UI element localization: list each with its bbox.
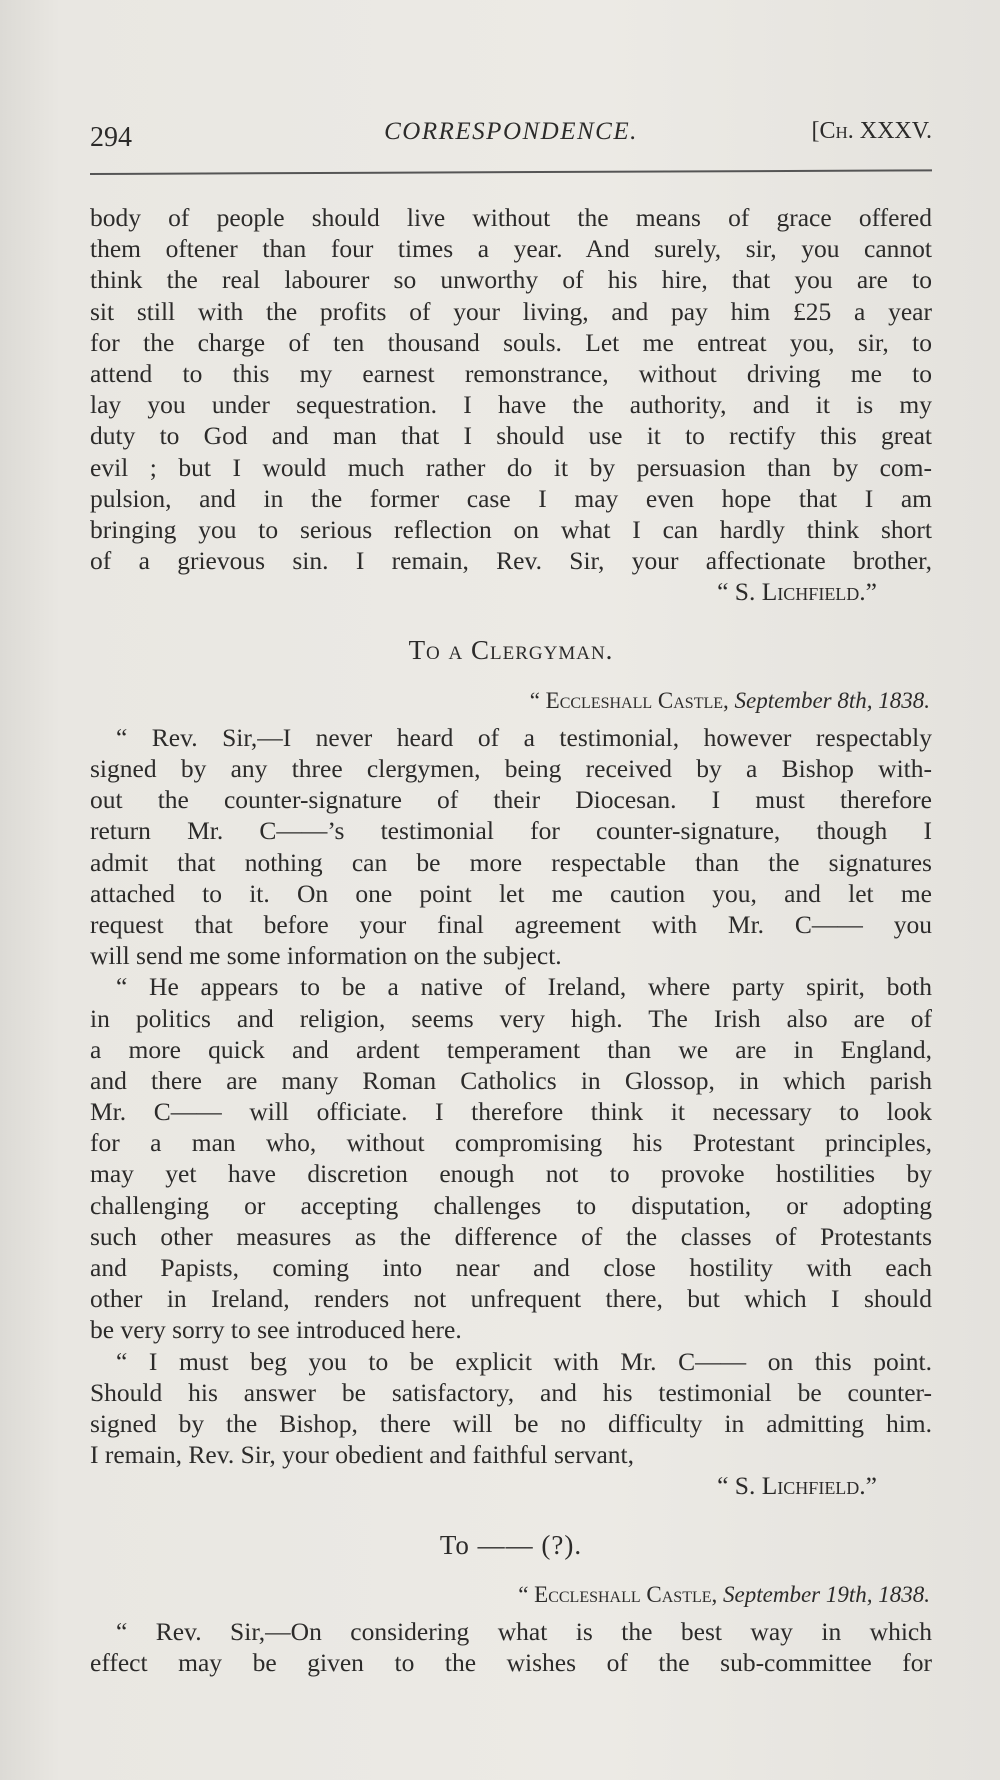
text-line: signed by any three clergymen, being received by a Bishop with-	[90, 754, 932, 784]
text-line: admit that nothing can be more respectable than the signatures	[90, 847, 932, 877]
text-line: sit still with the profits of your living, and pay him £25 a year	[90, 296, 932, 326]
signature: “ S. Lichfield.”	[717, 577, 877, 607]
text-line: out the counter-signature of their Diocesan. I must therefore	[90, 785, 932, 815]
chapter-reference: [Ch. XXXV.	[811, 118, 932, 144]
text-line: in politics and religion, seems very high. The Irish also are of	[90, 1003, 932, 1033]
text-line: effect may be given to the wishes of the sub-committee for	[90, 1648, 932, 1678]
text-line: for a man who, without compromising his Protestant principles,	[90, 1128, 932, 1158]
running-title: CORRESPONDENCE.	[384, 118, 638, 145]
text-line: challenging or accepting challenges to disputation, or adopting	[90, 1190, 932, 1220]
letter-heading: To a Clergyman.	[408, 635, 614, 666]
signature: “ S. Lichfield.”	[717, 1471, 877, 1501]
text-line: “ Rev. Sir,—On considering what is the best way in which	[116, 1616, 932, 1646]
text-line: will send me some information on the subject.	[90, 941, 562, 971]
letter-heading: To —— (?).	[439, 1529, 583, 1560]
dateline-place: “ Eccleshall Castle,	[529, 687, 729, 713]
text-line: attend to this my earnest remonstrance, without driving me to	[90, 358, 932, 388]
text-line: and Papists, coming into near and close hostility with each	[90, 1253, 932, 1283]
text-line: pulsion, and in the former case I may even hope that I am	[90, 483, 932, 513]
text-line: “ I must beg you to be explicit with Mr. C—— on this point.	[116, 1346, 932, 1376]
letter-continuation	[90, 202, 932, 1678]
dateline-date: September 19th, 1838.	[723, 1581, 930, 1607]
header-rule	[90, 169, 932, 175]
text-line: signed by the Bishop, there will be no difficulty in admitting him.	[90, 1408, 932, 1438]
text-line: a more quick and ardent temperament than we are in England,	[90, 1034, 932, 1064]
text-line: be very sorry to see introduced here.	[90, 1315, 462, 1345]
text-line: other in Ireland, renders not unfrequent there, but which I should	[90, 1284, 932, 1314]
text-line: of a grievous sin. I remain, Rev. Sir, your affectionate brother,	[90, 546, 932, 576]
text-line: Should his answer be satisfactory, and his testimonial be counter-	[90, 1377, 932, 1407]
text-line: attached to it. On one point let me caution you, and let me	[90, 878, 932, 908]
text-line: I remain, Rev. Sir, your obedient and faithful servant,	[90, 1440, 635, 1470]
text-line: return Mr. C——’s testimonial for counter-signature, though I	[90, 816, 932, 846]
dateline	[90, 685, 932, 716]
dateline	[90, 1579, 932, 1610]
text-line: “ He appears to be a native of Ireland, where party spirit, both	[116, 972, 932, 1002]
dateline-place: “ Eccleshall Castle,	[518, 1581, 718, 1607]
text-line: may yet have discretion enough not to provoke hostilities by	[90, 1159, 932, 1189]
text-line: such other measures as the difference of the classes of Protestants	[90, 1221, 932, 1251]
text-line: body of people should live without the means of grace offered	[90, 203, 932, 232]
page-number: 294	[90, 122, 132, 153]
text-line: think the real labourer so unworthy of his hire, that you are to	[90, 265, 932, 295]
text-line: evil ; but I would much rather do it by persuasion than by com-	[90, 452, 932, 482]
text-line: them oftener than four times a year. And surely, sir, you cannot	[90, 234, 932, 264]
text-line: Mr. C—— will officiate. I therefore think it necessary to look	[90, 1097, 932, 1127]
text-line: for the charge of ten thousand souls. Let me entreat you, sir, to	[90, 327, 932, 357]
dateline-date: September 8th, 1838.	[734, 687, 930, 713]
text-line: lay you under sequestration. I have the authority, and it is my	[90, 390, 932, 420]
text-line: bringing you to serious reflection on what I can hardly think short	[90, 514, 932, 544]
text-line: request that before your final agreement with Mr. C—— you	[90, 909, 932, 939]
text-line: and there are many Roman Catholics in Glossop, in which parish	[90, 1065, 932, 1095]
running-head	[90, 118, 932, 158]
text-line: duty to God and man that I should use it to rectify this great	[90, 421, 932, 451]
text-line: “ Rev. Sir,—I never heard of a testimonial, however respectably	[116, 722, 932, 752]
